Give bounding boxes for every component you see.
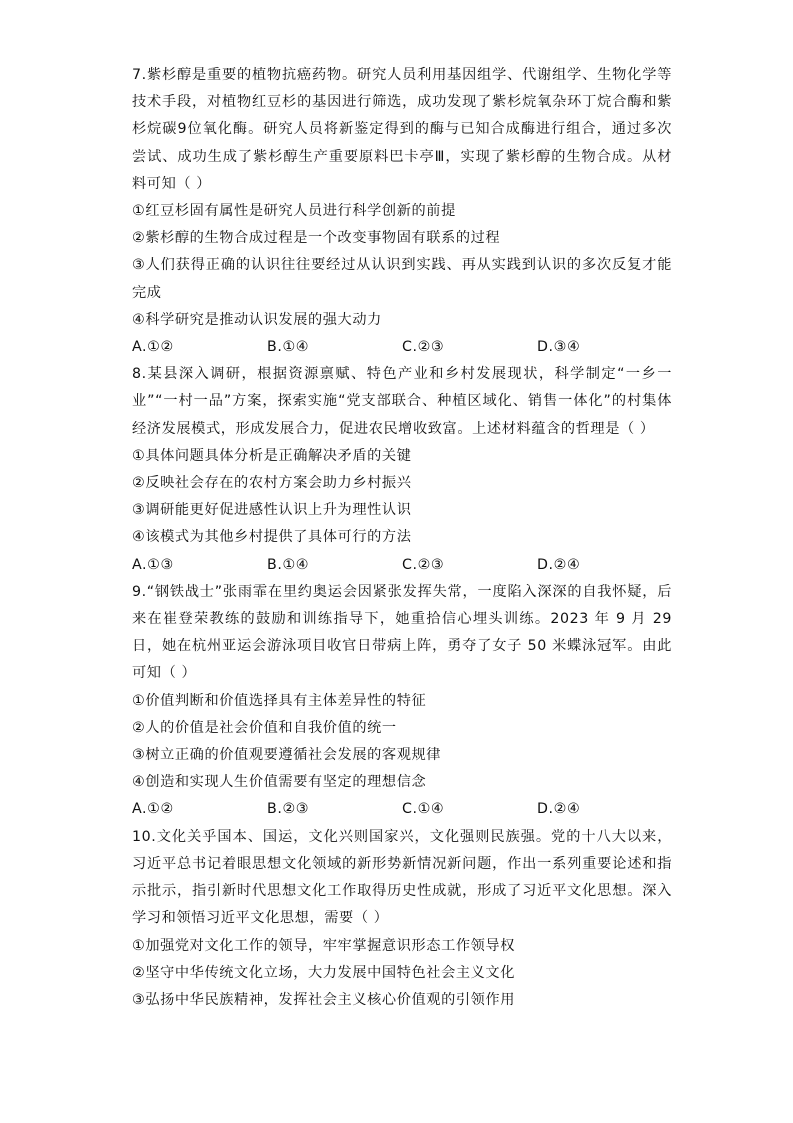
choice-b[interactable]: B.①④ bbox=[267, 556, 310, 573]
answer-choices bbox=[132, 796, 672, 823]
question-stem: 9.“钢铁战士”张雨霏在里约奥运会因紧张发挥失常，一度陷入深深的自我怀疑，后来在崔登荣教练的鼓励和训练指导下，她重拾信心埋头训练。2023 年 9 月 29 日，她在杭州亚运会游泳项目收官日带病上阵，勇夺了女子 50 米蝶泳冠军。由此可知（ ） bbox=[132, 583, 672, 682]
exam-page bbox=[132, 62, 672, 1014]
statement-option: ②反映社会存在的农村方案会助力乡村振兴 bbox=[132, 475, 412, 492]
statement-option: ①价值判断和价值选择具有主体差异性的特征 bbox=[132, 692, 427, 709]
question-9 bbox=[132, 579, 672, 824]
statement-option: ③调研能更好促进感性认识上升为理性认识 bbox=[132, 502, 412, 519]
statement-option: ①具体问题具体分析是正确解决矛盾的关键 bbox=[132, 447, 412, 464]
statement-option: ④创造和实现人生价值需要有坚定的理想信念 bbox=[132, 774, 427, 791]
question-7 bbox=[132, 62, 672, 361]
choice-d[interactable]: D.②④ bbox=[537, 556, 581, 573]
statement-option: ②紫杉醇的生物合成过程是一个改变事物固有联系的过程 bbox=[132, 230, 501, 247]
statement-option: ②坚守中华传统文化立场，大力发展中国特色社会主义文化 bbox=[132, 964, 516, 981]
statement-option: ④该模式为其他乡村提供了具体可行的方法 bbox=[132, 529, 412, 546]
choice-c[interactable]: C.①④ bbox=[402, 801, 445, 818]
question-stem: 8.某县深入调研，根据资源禀赋、特色产业和乡村发展现状，科学制定“一乡一业”“一村一品”方案，探索实施“党支部联合、种植区域化、销售一体化”的村集体经济发展模式，形成发展合力，促进农民增收致富。上述材料蕴含的哲理是（ ） bbox=[132, 366, 672, 437]
choice-a[interactable]: A.①② bbox=[132, 339, 174, 356]
question-10 bbox=[132, 824, 672, 1014]
statement-option: ③弘扬中华民族精神，发挥社会主义核心价值观的引领作用 bbox=[132, 991, 516, 1008]
choice-c[interactable]: C.②③ bbox=[402, 556, 445, 573]
choice-d[interactable]: D.②④ bbox=[537, 801, 581, 818]
question-8 bbox=[132, 361, 672, 579]
choice-a[interactable]: A.①③ bbox=[132, 556, 174, 573]
statement-option: ③树立正确的价值观要遵循社会发展的客观规律 bbox=[132, 747, 442, 764]
choice-b[interactable]: B.②③ bbox=[267, 801, 310, 818]
choice-b[interactable]: B.①④ bbox=[267, 339, 310, 356]
answer-choices bbox=[132, 334, 672, 361]
statement-option: ①红豆杉固有属性是研究人员进行科学创新的前提 bbox=[132, 203, 456, 220]
statement-option: ③人们获得正确的认识往往要经过从认识到实践、再从实践到认识的多次反复才能完成 bbox=[132, 257, 672, 301]
choice-d[interactable]: D.③④ bbox=[537, 339, 581, 356]
question-stem: 7.紫杉醇是重要的植物抗癌药物。研究人员利用基因组学、代谢组学、生物化学等技术手段，对植物红豆杉的基因进行筛选，成功发现了紫杉烷氧杂环丁烷合酶和紫杉烷碳9位氧化酶。研究人员将新鉴定得到的酶与已知合成酶进行组合，通过多次尝试、成功生成了紫杉醇生产重要原料巴卡亭Ⅲ，实现了紫杉醇的生物合成。从材料可知（ ） bbox=[132, 67, 672, 192]
statement-option: ①加强党对文化工作的领导，牢牢掌握意识形态工作领导权 bbox=[132, 937, 516, 954]
answer-choices bbox=[132, 552, 672, 579]
choice-c[interactable]: C.②③ bbox=[402, 339, 445, 356]
question-stem: 10.文化关乎国本、国运，文化兴则国家兴，文化强则民族强。党的十八大以来，习近平总书记着眼思想文化领域的新形势新情况新问题，作出一系列重要论述和指示批示，指引新时代思想文化工作取得历史性成就，形成了习近平文化思想。深入学习和领悟习近平文化思想，需要（ ） bbox=[132, 828, 672, 927]
statement-option: ④科学研究是推动认识发展的强大动力 bbox=[132, 311, 382, 328]
statement-option: ②人的价值是社会价值和自我价值的统一 bbox=[132, 719, 397, 736]
choice-a[interactable]: A.①② bbox=[132, 801, 174, 818]
